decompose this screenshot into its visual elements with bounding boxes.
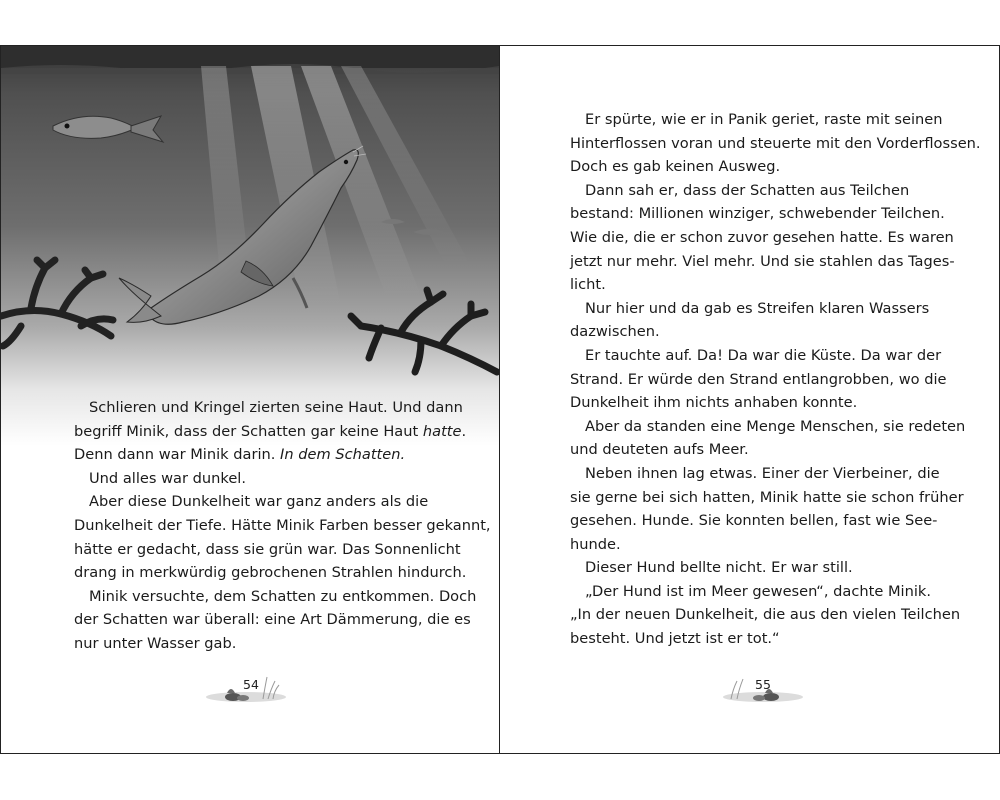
text-line: Strand. Er würde den Strand entlangrobben, wo die (570, 370, 947, 388)
page-number-right (713, 671, 813, 707)
text-line: Doch es gab keinen Ausweg. (570, 158, 781, 176)
text-line: gesehen. Hunde. Sie konnten bellen, fast wie See- (570, 512, 938, 530)
text-line: Und alles war dunkel. (89, 469, 246, 487)
text-line: sie gerne bei sich hatten, Minik hatte sie schon früher (570, 488, 964, 506)
text-line: Aber diese Dunkelheit war ganz anders als die (89, 493, 429, 511)
text-line: Er tauchte auf. Da! Da war die Küste. Da war der (585, 346, 942, 364)
page-number: 54 (243, 677, 259, 692)
text-line: hätte er gedacht, dass sie grün war. Das Sonnenlicht (74, 540, 461, 558)
text-line: hunde. (570, 535, 621, 553)
text-line: „Der Hund ist im Meer gewesen“, dachte Minik. (585, 582, 932, 600)
text-line: Schlieren und Kringel zierten seine Haut. Und dann (89, 399, 463, 416)
page-number: 55 (755, 677, 771, 692)
text-line: Er spürte, wie er in Panik geriet, raste mit seinen (585, 111, 943, 128)
right-page-text (570, 108, 981, 651)
text-line: Dunkelheit der Tiefe. Hätte Minik Farben besser gekannt, (74, 516, 491, 534)
text-line: jetzt nur mehr. Viel mehr. Und sie stahlen das Tages- (570, 252, 955, 270)
text-line: Minik versuchte, dem Schatten zu entkommen. Doch (89, 587, 477, 605)
page-number-left (201, 671, 301, 707)
text-line: Dunkelheit ihm nichts anhaben konnte. (570, 394, 858, 412)
text-line: Wie die, die er schon zuvor gesehen hatte. Es waren (570, 228, 954, 246)
text-line: nur unter Wasser gab. (74, 634, 237, 652)
text-line: Denn dann war Minik darin. In dem Schatten. (74, 446, 406, 464)
text-line: drang in merkwürdig gebrochenen Strahlen hindurch. (74, 564, 467, 582)
text-line: und deuteten aufs Meer. (570, 441, 749, 459)
text-line: Dieser Hund bellte nicht. Er war still. (585, 559, 853, 577)
text-line: begriff Minik, dass der Schatten gar keine Haut hatte. (74, 422, 467, 440)
left-page-text (74, 396, 491, 656)
italic-word: hatte (422, 422, 462, 440)
text-line: Hinterflossen voran und steuerte mit den Vorderflossen. (570, 134, 981, 152)
book-spread (0, 45, 1000, 754)
text-line: Neben ihnen lag etwas. Einer der Vierbeiner, die (585, 464, 940, 482)
text-line: Aber da standen eine Menge Menschen, sie redeten (585, 417, 966, 435)
text-line: dazwischen. (570, 323, 660, 341)
italic-phrase: In dem Schatten. (280, 446, 406, 464)
text-line: bestand: Millionen winziger, schwebender Teilchen. (570, 205, 945, 223)
text-line: der Schatten war überall: eine Art Dämmerung, die es (74, 611, 471, 629)
right-page (500, 46, 1000, 753)
left-page (0, 46, 500, 753)
seal-underwater-illustration (1, 46, 499, 446)
text-line: „In der neuen Dunkelheit, die aus den vielen Teilchen (570, 606, 961, 624)
text-line: Nur hier und da gab es Streifen klaren Wassers (585, 299, 930, 317)
text-line: besteht. Und jetzt ist er tot.“ (570, 630, 780, 648)
text-line: licht. (570, 276, 606, 294)
text-line: Dann sah er, dass der Schatten aus Teilchen (585, 181, 910, 199)
